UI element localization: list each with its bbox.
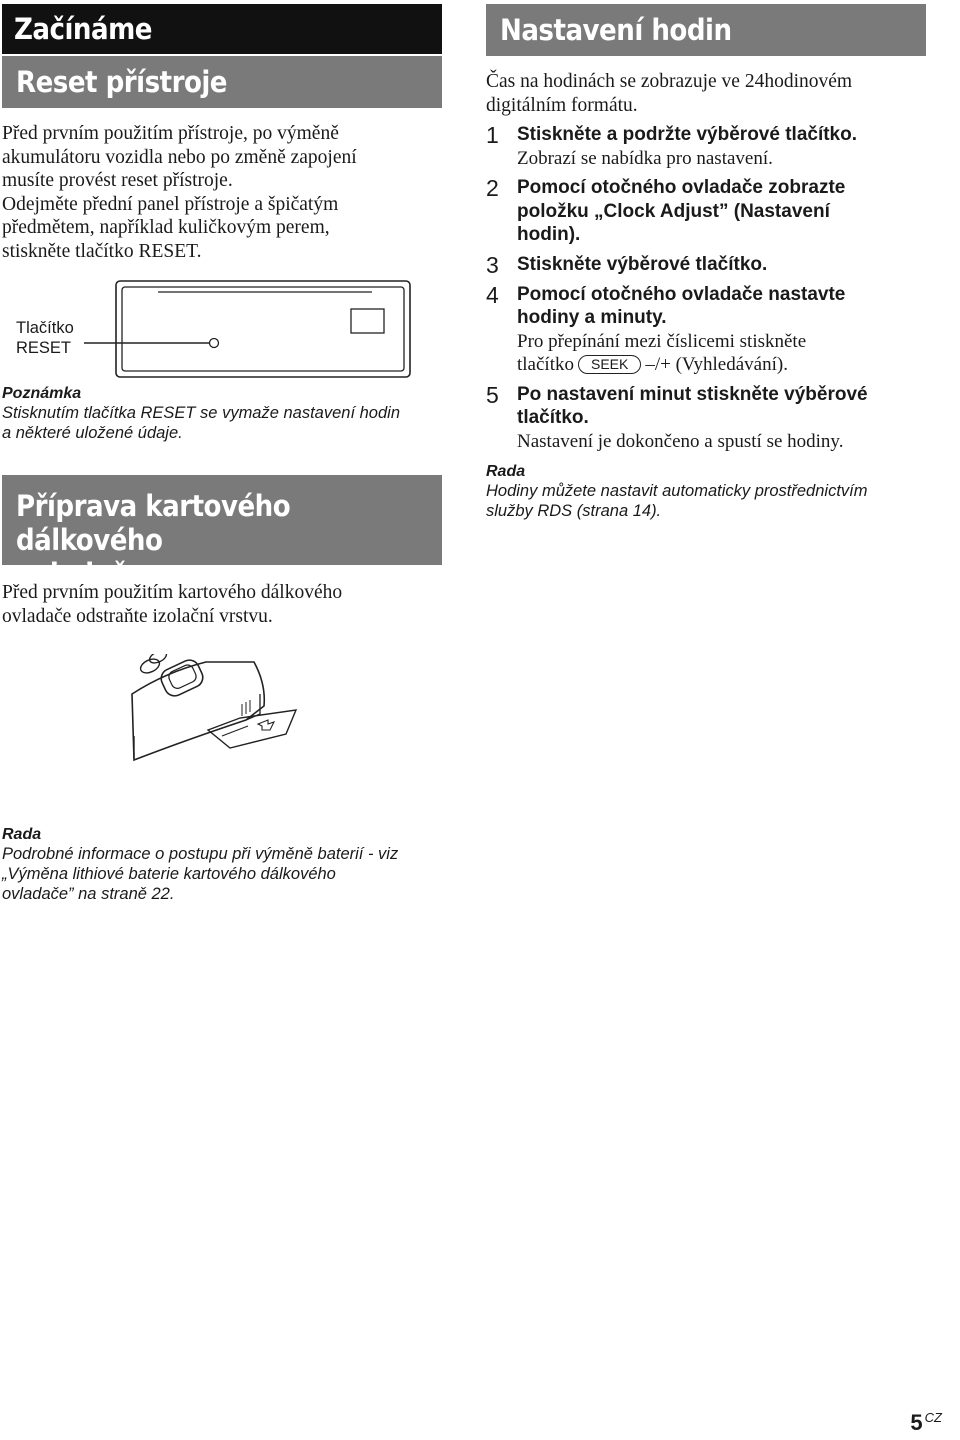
- step-desc: Zobrazí se nabídka pro nastavení.: [517, 147, 773, 169]
- remote-paragraph: [2, 581, 442, 628]
- reset-line: stiskněte tlačítko RESET.: [2, 240, 202, 262]
- step-title: položku „Clock Adjust” (Nastavení: [517, 200, 830, 222]
- step-desc: Nastavení je dokončeno a spustí se hodiny.: [517, 430, 844, 452]
- tip-line: Hodiny můžete nastavit automaticky prostřednictvím: [486, 482, 868, 500]
- seek-after: –/+ (Vyhledávání).: [645, 354, 788, 375]
- reset-line: musíte provést reset přístroje.: [2, 170, 233, 191]
- seek-before: tlačítko: [517, 354, 574, 375]
- step-title: Stiskněte výběrové tlačítko.: [517, 253, 768, 275]
- page-number: [910, 1410, 942, 1436]
- seek-button-icon: SEEK: [578, 355, 641, 374]
- step-title: Po nastavení minut stiskněte výběrové: [517, 383, 868, 405]
- remote-line: ovladače odstraňte izolační vrstvu.: [2, 605, 273, 627]
- step-5: [486, 383, 926, 454]
- tip-title: Rada: [486, 463, 526, 480]
- note-title: Poznámka: [2, 385, 82, 402]
- left-column: [2, 4, 442, 904]
- reset-label-line: Tlačítko: [16, 319, 74, 337]
- section-title-remote: [2, 475, 442, 591]
- tip-title: Rada: [2, 826, 42, 843]
- step-number: 1: [486, 122, 499, 148]
- chapter-header: Začínáme: [2, 4, 442, 54]
- page-locale: CZ: [924, 1410, 942, 1425]
- steps-list: [486, 123, 926, 453]
- step-2: [486, 176, 926, 247]
- section-title-line: ovladače: [16, 557, 143, 591]
- right-column: [486, 4, 926, 521]
- step-title: hodin).: [517, 224, 581, 245]
- step-number: 4: [486, 281, 499, 308]
- step-title: tlačítko.: [517, 407, 589, 428]
- step-desc: Pro přepínání mezi číslicemi stiskněte: [517, 330, 807, 352]
- remote-tip: [2, 826, 442, 904]
- tip-line: ovladače” na straně 22.: [2, 885, 175, 903]
- reset-hole-icon: [210, 339, 219, 348]
- step-title: Pomocí otočného ovladače nastavte: [517, 283, 846, 305]
- step-title: hodiny a minuty.: [517, 307, 667, 328]
- step-1: [486, 123, 926, 170]
- step-title: Pomocí otočného ovladače zobrazte: [517, 177, 846, 198]
- step-number: 5: [486, 381, 499, 408]
- clock-intro: [486, 70, 926, 117]
- tip-line: služby RDS (strana 14).: [486, 502, 662, 520]
- note-line: a některé uložené údaje.: [2, 424, 183, 442]
- reset-line: Odejměte přední panel přístroje a špičatým: [2, 193, 339, 215]
- tip-line: „Výměna lithiové baterie kartového dálkového: [2, 865, 336, 883]
- card-remote-illustration: [126, 654, 426, 774]
- step-number: 3: [486, 251, 499, 278]
- car-stereo-front-panel-illustration: [2, 279, 442, 383]
- note-line: Stisknutím tlačítka RESET se vymaže nastavení hodin: [2, 404, 401, 422]
- intro-line: digitálním formátu.: [486, 94, 638, 116]
- reset-paragraph: [2, 122, 442, 263]
- section-title-clock: Nastavení hodin: [486, 4, 926, 56]
- reset-figure: [2, 279, 442, 383]
- step-title: Stiskněte a podržte výběrové tlačítko.: [517, 124, 858, 145]
- clock-tip: [486, 463, 926, 521]
- reset-line: předmětem, například kuličkovým perem,: [2, 217, 330, 238]
- reset-note: [2, 385, 442, 443]
- pull-arrow-icon: [258, 720, 274, 730]
- step-4: [486, 283, 926, 377]
- step-3: [486, 253, 926, 277]
- step-number: 2: [486, 175, 499, 201]
- reset-label-line: RESET: [16, 339, 72, 357]
- page-number-value: 5: [910, 1410, 923, 1435]
- remote-line: Před prvním použitím kartového dálkového: [2, 582, 343, 603]
- section-title-line: Příprava kartového dálkového: [16, 489, 291, 557]
- reset-line: Před prvním použitím přístroje, po výměně: [2, 123, 339, 144]
- step-desc-seek: [517, 353, 926, 377]
- reset-line: akumulátoru vozidla nebo po změně zapojení: [2, 146, 357, 168]
- section-title-reset: Reset přístroje: [2, 56, 442, 108]
- intro-line: Čas na hodinách se zobrazuje ve 24hodinovém: [486, 71, 853, 92]
- tip-line: Podrobné informace o postupu při výměně baterií - viz: [2, 845, 399, 863]
